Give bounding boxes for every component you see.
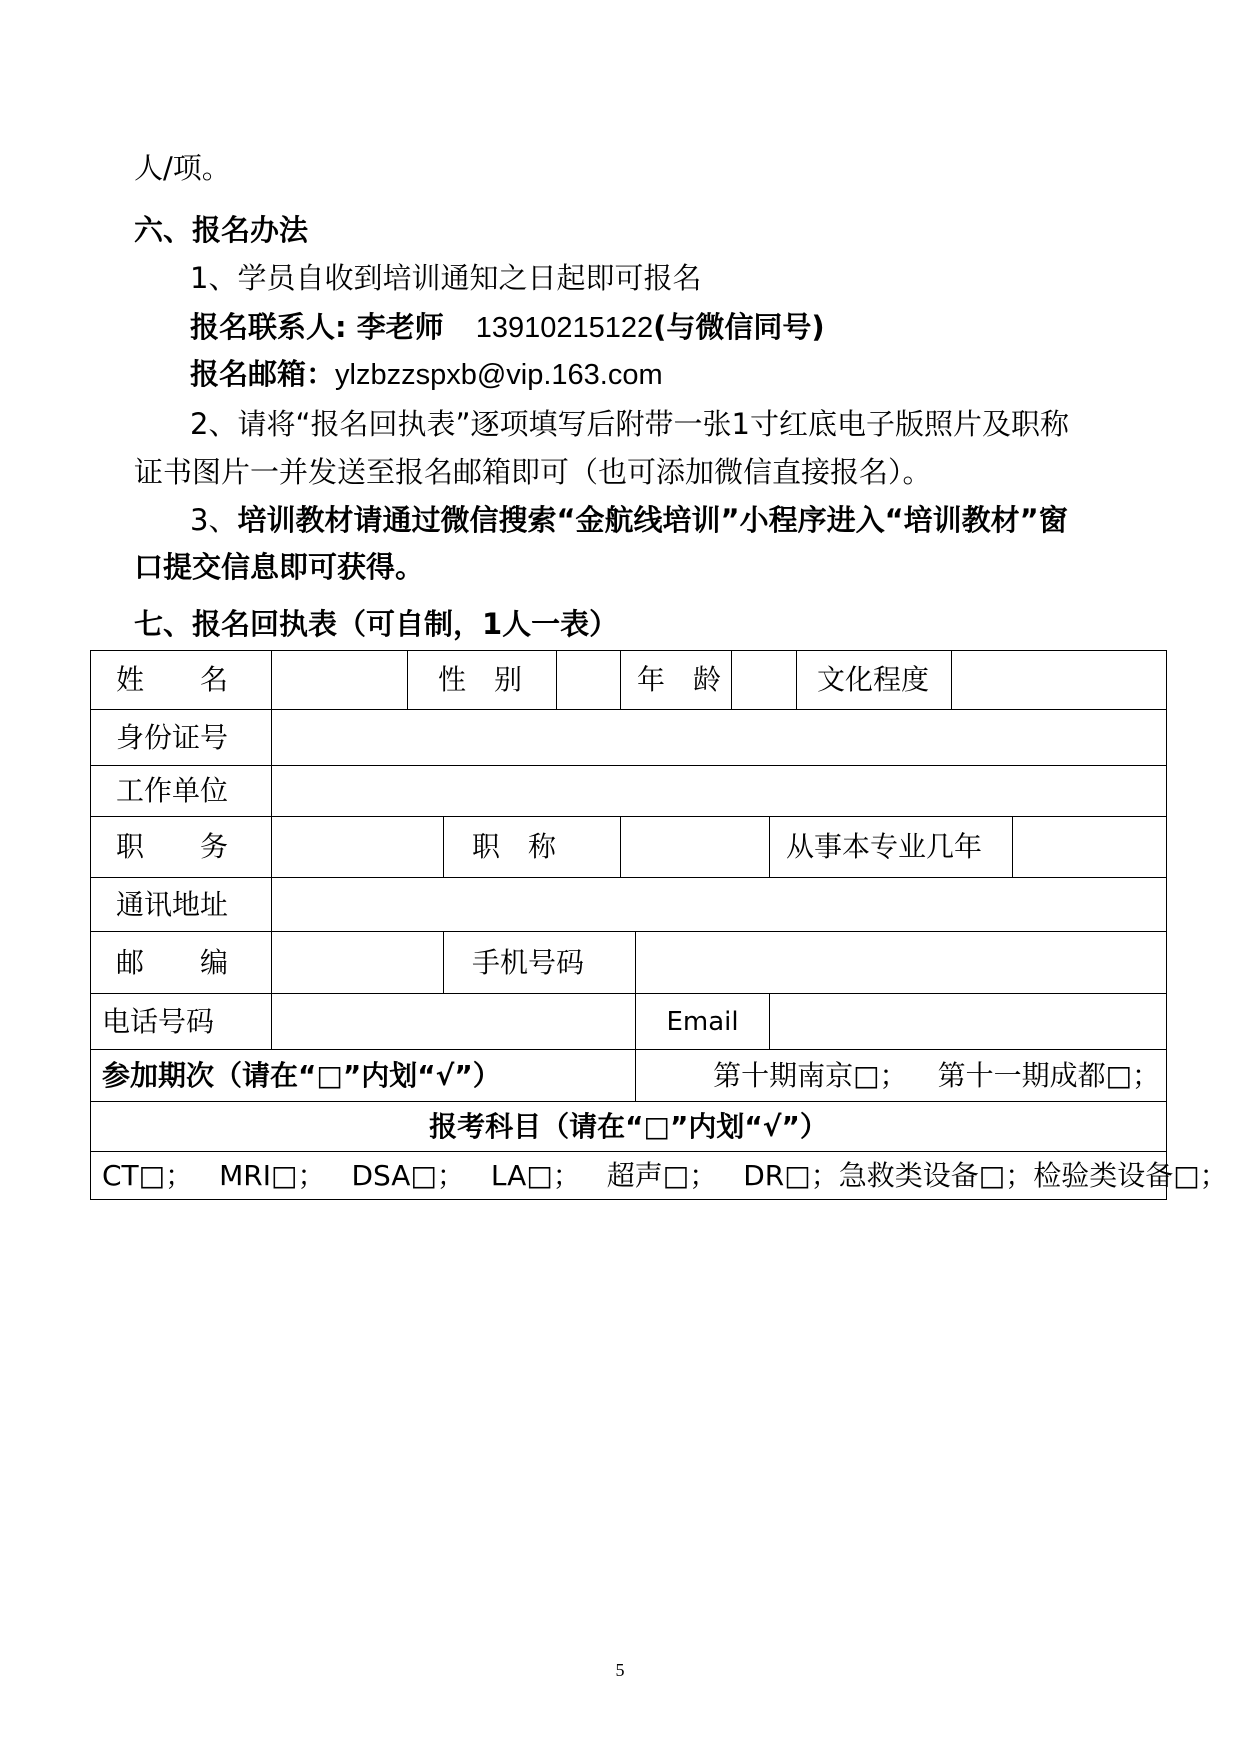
- email-label: Email: [636, 994, 770, 1050]
- section7-heading: 七、报名回执表（可自制，1人一表）: [134, 607, 619, 641]
- form-row-employer: [91, 766, 1167, 817]
- position-field: [272, 817, 444, 878]
- title-label: 职 称: [444, 817, 621, 878]
- phone-label: 电话号码: [91, 994, 272, 1050]
- mailbox-label: 报名邮箱：: [190, 357, 336, 391]
- position-label: 职 务: [91, 817, 272, 878]
- postcode-field: [272, 932, 444, 994]
- form-row-session: [91, 1050, 1167, 1102]
- form-row-address: [91, 878, 1167, 932]
- subjects-label: 报考科目（请在“□”内划“√”）: [91, 1102, 1167, 1152]
- mobile-field: [636, 932, 1167, 994]
- step3-number: 3、: [190, 503, 238, 537]
- contact-label: 报名联系人: 李老师: [190, 310, 444, 344]
- session-options: [636, 1050, 1167, 1102]
- form-row-subjects: [91, 1152, 1167, 1200]
- page-number: 5: [615, 1660, 625, 1680]
- form-row-subjects-title: [91, 1102, 1167, 1152]
- form-row-phone: [91, 994, 1167, 1050]
- contact-phone: 13910215122: [475, 312, 654, 344]
- subject-option-ct: CT□；: [102, 1158, 194, 1192]
- mobile-label: 手机号码: [444, 932, 636, 994]
- years-label: 从事本专业几年: [770, 817, 1013, 878]
- session-label: 参加期次（请在“□”内划“√”）: [91, 1050, 636, 1102]
- subject-options: [91, 1152, 1228, 1200]
- age-field: [732, 651, 797, 710]
- form-row-id: [91, 710, 1167, 766]
- form-row-basic: [91, 651, 1167, 710]
- years-field: [1013, 817, 1167, 878]
- step2-line-2: 证书图片一并发送至报名邮箱即可（也可添加微信直接报名）。: [134, 455, 932, 489]
- form-row-contact: [91, 932, 1167, 994]
- subject-option-mri: MRI□；: [219, 1158, 326, 1192]
- step3-line-2: 口提交信息即可获得。: [134, 550, 425, 584]
- subject-option-dsa: DSA□；: [351, 1158, 465, 1192]
- address-label: 通讯地址: [91, 878, 272, 932]
- subject-option-la: LA□；: [490, 1158, 581, 1192]
- mailbox-line: [190, 354, 663, 394]
- step3-line-1: [190, 500, 1068, 540]
- education-label: 文化程度: [797, 651, 952, 710]
- step3-text-1: 培训教材请通过微信搜索“金航线培训”小程序进入“培训教材”窗: [237, 503, 1068, 537]
- step2-line-1: 2、请将“报名回执表”逐项填写后附带一张1寸红底电子版照片及职称: [190, 407, 1069, 441]
- section6-heading: 六、报名办法: [134, 213, 309, 247]
- phone-field: [272, 994, 636, 1050]
- gender-field: [557, 651, 621, 710]
- id-number-field: [272, 710, 1167, 766]
- subject-option-lab-equipment: 检验类设备□；: [1033, 1158, 1228, 1192]
- mailbox-address: ylzbzzspxb@vip.163.com: [335, 359, 663, 391]
- contact-line: [190, 307, 825, 347]
- registration-form-table: [90, 650, 1228, 1200]
- name-field: [272, 651, 408, 710]
- name-label: 姓 名: [91, 651, 272, 710]
- address-field: [272, 878, 1167, 932]
- email-field: [770, 994, 1167, 1050]
- subject-option-emergency-equipment: 急救类设备□；: [838, 1158, 1034, 1192]
- employer-field: [272, 766, 1167, 817]
- continuation-text: 人/项。: [134, 151, 231, 185]
- title-field: [621, 817, 770, 878]
- age-label: 年 龄: [621, 651, 732, 710]
- id-number-label: 身份证号: [91, 710, 272, 766]
- form-row-job: [91, 817, 1167, 878]
- step1-text: 1、学员自收到培训通知之日起即可报名: [190, 261, 702, 295]
- session-option-nanjing: 第十期南京□；: [713, 1058, 908, 1092]
- gender-label: 性 别: [408, 651, 557, 710]
- subject-option-ultrasound: 超声□；: [606, 1158, 718, 1192]
- postcode-label: 邮 编: [91, 932, 272, 994]
- subject-option-dr: DR□；: [743, 1158, 839, 1192]
- contact-note: (与微信同号): [653, 310, 825, 344]
- employer-label: 工作单位: [91, 766, 272, 817]
- education-field: [952, 651, 1167, 710]
- session-option-chengdu: 第十一期成都□；: [937, 1058, 1161, 1092]
